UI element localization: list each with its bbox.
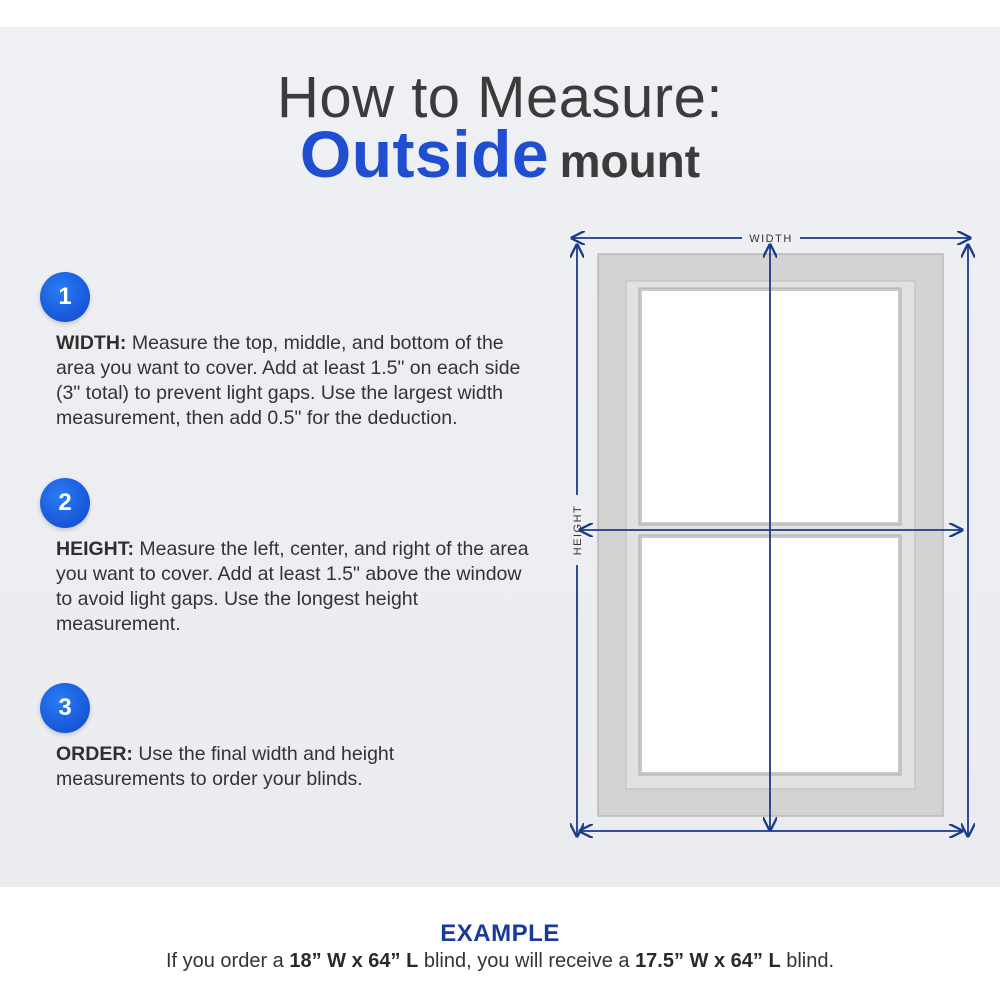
step-3-text: [56, 742, 526, 792]
step-3-label: ORDER:: [56, 743, 133, 765]
step-1-badge: 1: [40, 272, 90, 322]
step-1-text: [56, 331, 536, 431]
step-3-description: Use the final width and height measurements to order your blinds.: [56, 743, 395, 790]
step-2-label: HEIGHT:: [56, 538, 134, 560]
step-1-label: WIDTH:: [56, 332, 127, 354]
page-title: How to Measure:: [277, 65, 723, 130]
step-2-description: Measure the left, center, and right of the area you want to cover. Add at least 1.5" above the window to avoid light gaps. Use the longest height measurement.: [56, 538, 529, 635]
title-suffix: mount: [559, 135, 701, 187]
height-label: HEIGHT: [572, 504, 584, 556]
step-3-badge: 3: [40, 683, 90, 733]
step-1-description: Measure the top, middle, and bottom of the area you want to cover. Add at least 1.5" on each side (3" total) to prevent light gaps. Use the largest width measurement, then add 0.5" for the deduction.: [56, 332, 521, 429]
example-receive-size: 17.5” W x 64” L: [635, 950, 781, 972]
example-title: EXAMPLE: [440, 920, 560, 947]
example-text-part3: blind.: [780, 950, 835, 972]
window-diagram: [560, 225, 980, 845]
step-2-text: [56, 537, 536, 637]
example-order-size: 18” W x 64” L: [289, 950, 419, 972]
example-text-part2: blind, you will receive a: [418, 950, 636, 972]
page-subtitle: [0, 116, 1000, 192]
example-text: [0, 950, 1000, 973]
example-text-part1: If you order a: [165, 950, 290, 972]
width-label: WIDTH: [749, 233, 793, 245]
title-emphasis: Outside: [299, 117, 550, 191]
step-2-badge: 2: [40, 478, 90, 528]
